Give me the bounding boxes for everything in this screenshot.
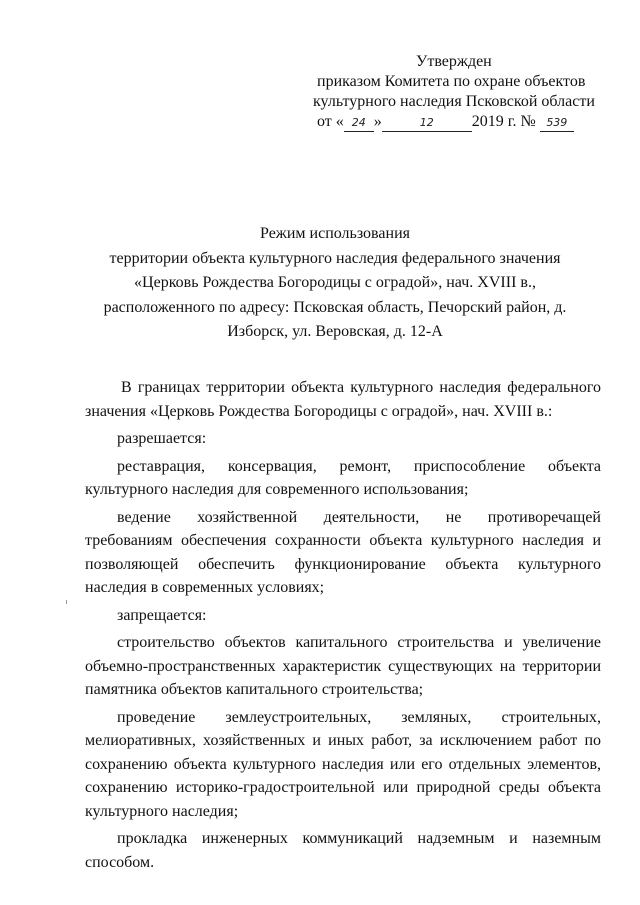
approval-line-2: приказом Комитета по охране объектов xyxy=(317,73,586,90)
date-day-close: » xyxy=(373,113,382,130)
allowed-item-2: ведение хозяйственной деятельности, не противоречащей требованиям обеспечения сохранности объекта культурного наследия и позволяющей обеспечить функционирование объекта культурного наследия в современных условиях; xyxy=(85,508,601,596)
title-line-5: Изборск, ул. Веровская, д. 12-А xyxy=(227,323,443,340)
title-line-3: «Церковь Рождества Богородицы с оградой», нач. XVIII в., xyxy=(134,274,536,291)
forbidden-item-3: прокладка инженерных коммуникаций надземным и наземным способом. xyxy=(85,830,601,871)
approval-date-line xyxy=(300,112,620,132)
title-line-2: территории объекта культурного наследия федерального значения xyxy=(109,249,561,267)
title-line-1: Режим использования xyxy=(260,225,410,242)
date-month-handwritten: 12 xyxy=(419,116,434,129)
intro-paragraph: В границах территории объекта культурного наследия федерального значения «Церковь Рождества Богородицы с оградой», нач. XVIII в.: xyxy=(85,379,601,420)
order-number-field xyxy=(540,114,574,132)
date-day-field xyxy=(344,114,374,132)
title-line-4: расположенного по адресу: Псковская область, Печорский район, д. xyxy=(103,298,567,316)
document-body xyxy=(85,376,601,874)
scan-margin-mark xyxy=(66,600,67,604)
approval-stamp xyxy=(300,52,620,132)
approval-line-1: Утвержден xyxy=(416,53,492,70)
forbidden-item-2: проведение землеустроительных, земляных, строительных, мелиоративных, хозяйственных и иных работ, за исключением работ по сохранению объекта культурного наследия или его отдельных элементов, сохранению историко-градостроительной или природной среды объекта культурного наследия; xyxy=(85,708,601,820)
forbidden-item-1: строительство объектов капитального строительства и увеличение объемно-пространственных характеристик существующих на территории памятника объектов капитального строительства; xyxy=(85,634,601,698)
approval-line-3: культурного наследия Псковской области xyxy=(313,93,595,110)
date-year: 2019 г. № xyxy=(471,113,536,130)
allowed-item-1: реставрация, консервация, ремонт, приспособление объекта культурного наследия для современного использования; xyxy=(85,457,601,498)
order-number-handwritten: 539 xyxy=(546,116,568,129)
forbidden-heading: запрещается: xyxy=(117,606,207,624)
date-prefix: от « xyxy=(317,113,344,130)
date-month-field xyxy=(382,114,472,132)
date-day-handwritten: 24 xyxy=(351,116,366,129)
allowed-heading: разрешается: xyxy=(117,430,207,447)
document-title xyxy=(70,222,600,345)
